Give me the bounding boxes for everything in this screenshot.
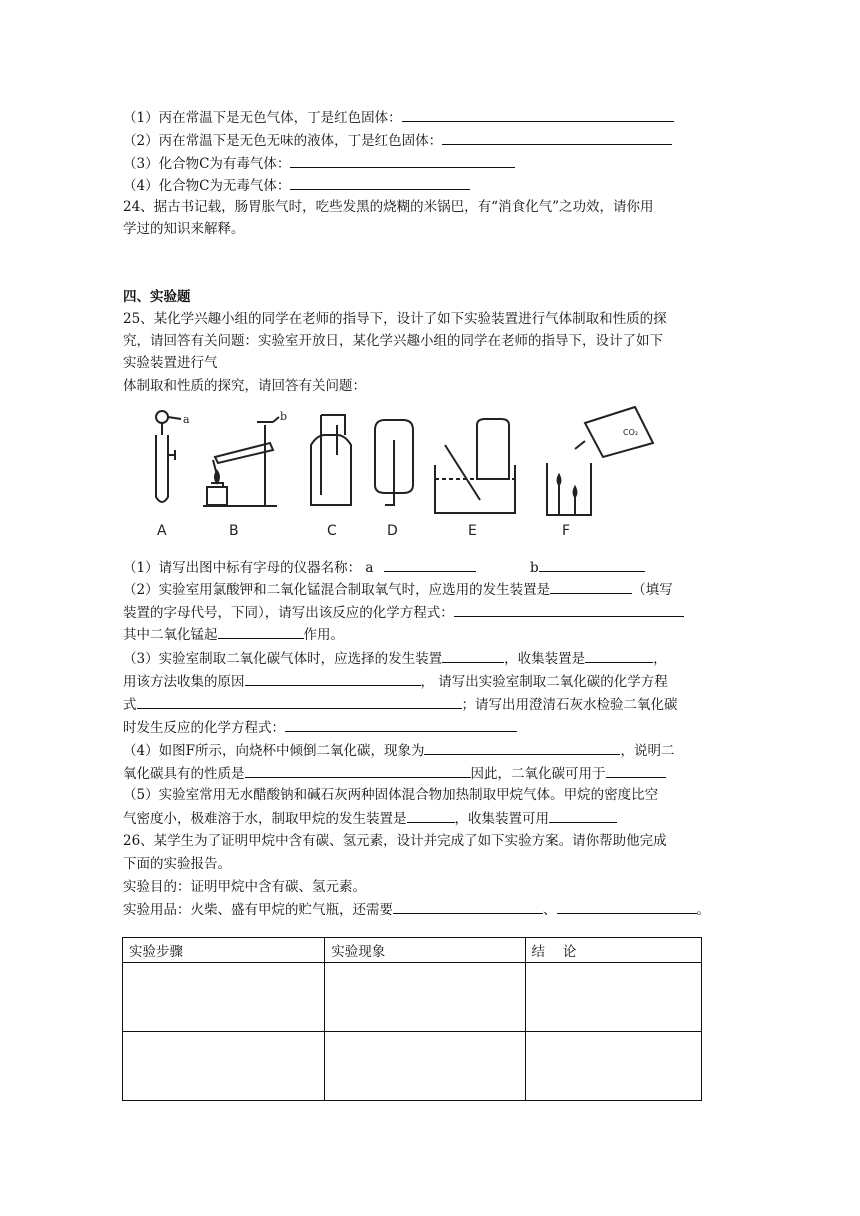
apparatus-figure <box>145 405 665 555</box>
answer-blank[interactable] <box>442 131 672 145</box>
q24-line-1: 24、据古书记载，肠胃胀气时，吃些发黑的烧糊的米锅巴，有“消食化气”之功效，请你用 <box>123 199 654 215</box>
q25-part-2-line-3: 其中二氧化锰起 作用。 <box>123 627 344 643</box>
q25-intro-2: 究，请回答有关问题：实验室开放日，某化学兴趣小组的同学在老师的指导下，设计了如下 <box>123 333 663 349</box>
table-row <box>123 963 702 1032</box>
apparatus-a <box>156 411 190 502</box>
q25-part-4-line-1: （4）如图F所示，向烧杯中倾倒二氧化碳，现象为 ，说明二 <box>123 743 675 759</box>
q25-part-3-line-1: （3）实验室制取二氧化碳气体时，应选择的发生装置 ，收集装置是 ， <box>123 651 667 667</box>
q25-part-3-line-3: 式 ；请写出用澄清石灰水检验二氧化碳 <box>123 697 678 713</box>
q25-part-3-line-4: 时发生反应的化学方程式： <box>123 718 517 737</box>
answer-blank[interactable] <box>245 764 471 778</box>
answer-blank[interactable] <box>585 649 653 663</box>
q25-intro-1: 25、某化学兴趣小组的同学在老师的指导下，设计了如下实验装置进行气体制取和性质的探 <box>123 311 667 327</box>
table-cell[interactable] <box>525 963 701 1032</box>
q26-items: 实验用品：火柴、盛有甲烷的贮气瓶，还需要 、 。 <box>123 902 710 918</box>
table-cell[interactable] <box>123 963 325 1032</box>
q26-line-1: 26、某学生为了证明甲烷中含有碳、氢元素，设计并完成了如下实验方案。请你帮助他完成 <box>123 833 667 849</box>
table-row <box>123 1032 702 1101</box>
answer-blank[interactable] <box>245 672 421 686</box>
q25-part-2-line-1: （2）实验室用氯酸钾和二氧化锰混合制取氧气时，应选用的发生装置是 （填写 <box>123 582 673 598</box>
q25-part-4-line-2: 氧化碳具有的性质是 因此，二氧化碳可用于 <box>123 764 666 783</box>
q23-line-3: （3）化合物C为有毒气体： <box>123 154 515 173</box>
q23-line-2: （2）丙在常温下是无色无味的液体，丁是红色固体： <box>123 131 672 150</box>
apparatus-b <box>203 410 287 506</box>
answer-blank[interactable] <box>606 764 666 778</box>
table-cell[interactable] <box>325 1032 525 1101</box>
answer-blank[interactable] <box>442 649 504 663</box>
q26-purpose: 实验目的：证明甲烷中含有碳、氢元素。 <box>123 879 366 895</box>
q23-line-1: （1）丙在常温下是无色气体，丁是红色固体： <box>123 108 674 127</box>
answer-blank[interactable] <box>550 580 632 594</box>
section-title: 四、实验题 <box>123 289 191 305</box>
label-b: B <box>229 523 239 539</box>
table-cell[interactable] <box>325 963 525 1032</box>
header-conclusion: 结 论 <box>525 938 701 963</box>
table-cell[interactable] <box>525 1032 701 1101</box>
apparatus-f <box>547 407 653 515</box>
mark-a: a <box>183 413 190 426</box>
label-a: A <box>157 523 167 539</box>
answer-blank[interactable] <box>218 625 304 639</box>
q25-part-1: （1）请写出图中标有字母的仪器名称： a b <box>123 558 645 577</box>
label-e: E <box>468 523 477 539</box>
answer-blank[interactable] <box>290 154 515 168</box>
label-c: C <box>327 523 337 539</box>
q25-intro-3: 实验装置进行气 <box>123 355 218 371</box>
answer-blank[interactable] <box>290 176 470 190</box>
table-header-row <box>123 938 702 963</box>
q25-part-5-line-2: 气密度小，极难溶于水，制取甲烷的发生装置是 ，收集装置可用 <box>123 809 617 828</box>
q25-intro-4: 体制取和性质的探究，请回答有关问题： <box>123 378 366 394</box>
q23-line-4: （4）化合物C为无毒气体： <box>123 176 470 195</box>
apparatus-c <box>311 415 351 505</box>
answer-blank-a[interactable] <box>384 558 476 572</box>
label-d: D <box>387 523 398 539</box>
header-steps: 实验步骤 <box>123 938 325 963</box>
label-f: F <box>562 523 571 539</box>
answer-blank[interactable] <box>454 603 684 617</box>
q26-line-2: 下面的实验报告。 <box>123 856 231 872</box>
answer-blank-b[interactable] <box>539 558 645 572</box>
mark-b: b <box>280 410 288 423</box>
answer-blank[interactable] <box>424 741 620 755</box>
q25-part-5-line-1: （5）实验室常用无水醋酸钠和碱石灰两种固体混合物加热制取甲烷气体。甲烷的密度比空 <box>123 787 659 803</box>
answer-blank[interactable] <box>557 900 697 914</box>
table-cell[interactable] <box>123 1032 325 1101</box>
bottle-label: CO₂ <box>623 428 639 437</box>
q25-part-2-line-2: 装置的字母代号，下同），请写出该反应的化学方程式： <box>123 603 684 622</box>
answer-blank[interactable] <box>549 809 617 823</box>
answer-blank[interactable] <box>137 695 462 709</box>
answer-blank[interactable] <box>285 718 517 732</box>
answer-blank[interactable] <box>393 900 543 914</box>
apparatus-e <box>435 419 515 513</box>
answer-blank[interactable] <box>407 809 455 823</box>
answer-blank[interactable] <box>402 108 674 122</box>
q25-part-3-line-2: 用该方法收集的原因 ， 请写出实验室制取二氧化碳的化学方程 <box>123 674 668 690</box>
q24-line-2: 学过的知识来解释。 <box>123 221 245 237</box>
header-observations: 实验现象 <box>325 938 525 963</box>
experiment-report-table <box>122 937 702 1101</box>
apparatus-d <box>375 420 413 505</box>
